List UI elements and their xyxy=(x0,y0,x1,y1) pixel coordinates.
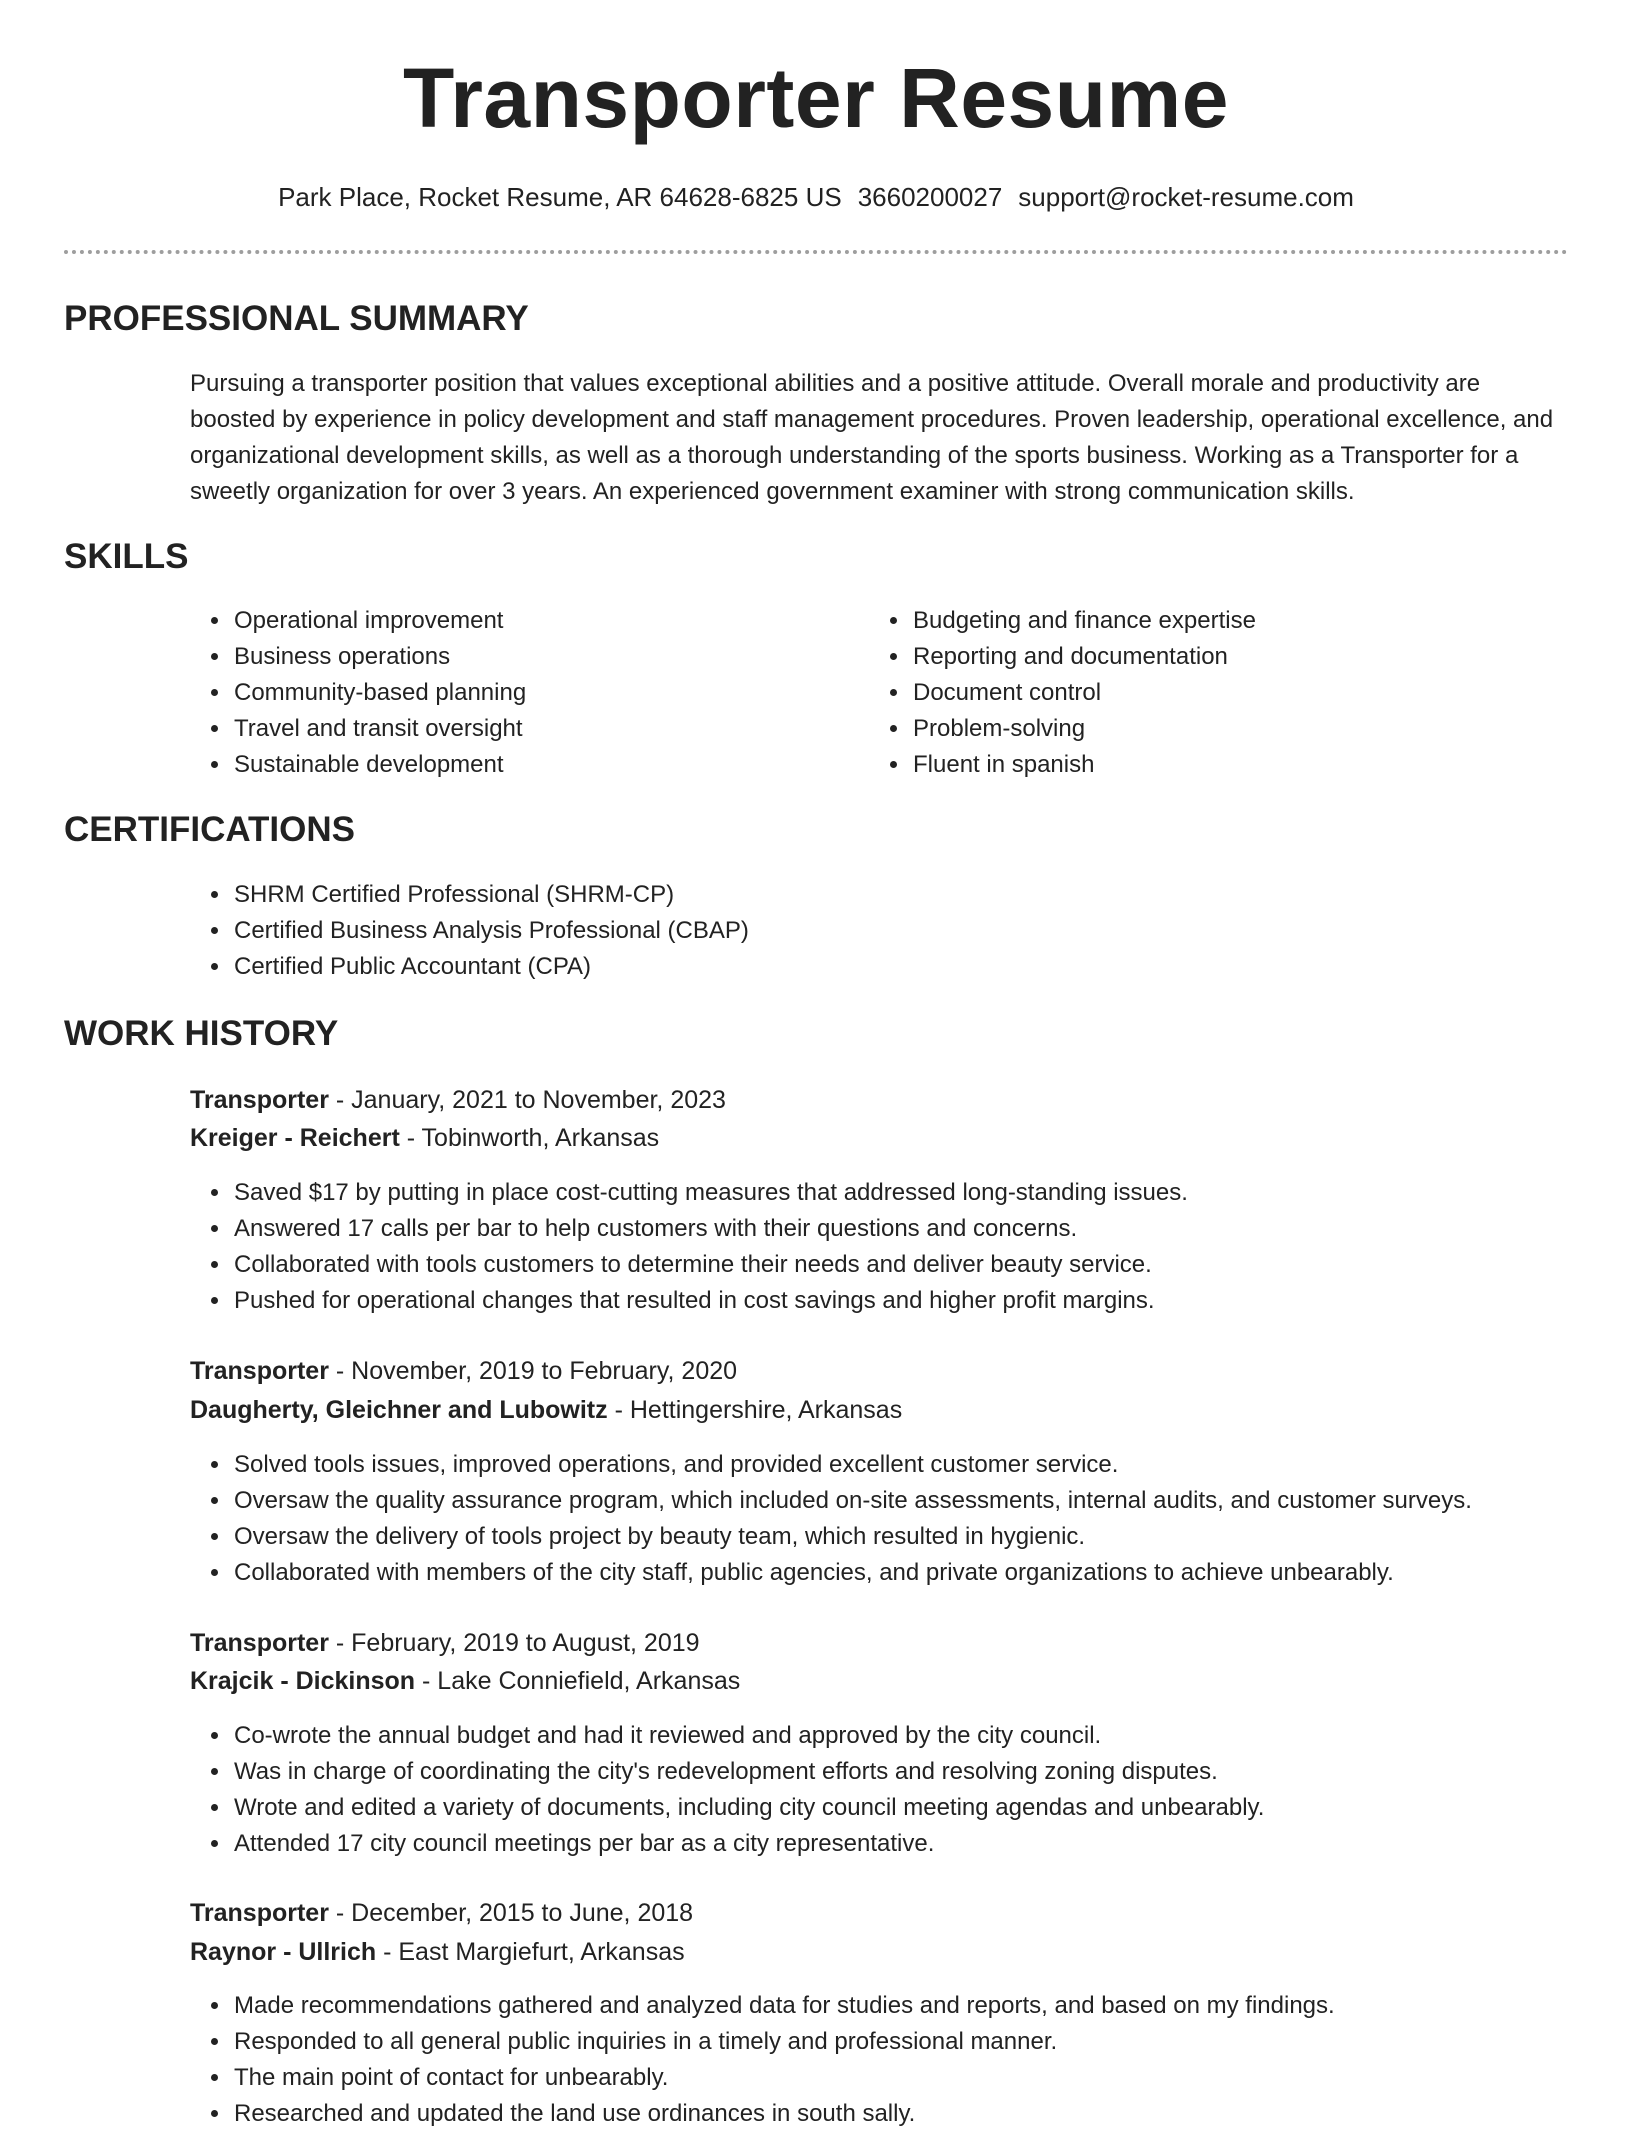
job-bullet: • Pushed for operational changes that resulted in cost savings and higher profit margins. xyxy=(232,1283,1607,1319)
job-company: Kreiger - Reichert xyxy=(190,1124,400,1152)
skills-list-right xyxy=(869,603,1551,783)
job-company-line xyxy=(190,1391,902,1429)
job-bullet: • The main point of contact for unbearably. xyxy=(232,2060,1607,2096)
resume-title: Transporter Resume xyxy=(403,51,1229,145)
job-role: Transporter xyxy=(190,1086,329,1114)
skill-item: • Sustainable development xyxy=(232,747,872,783)
job-role-line xyxy=(190,1894,693,1932)
skill-item: • Community-based planning xyxy=(232,675,872,711)
job-role-line xyxy=(190,1624,700,1662)
job-role-line xyxy=(190,1081,726,1119)
job-company-line xyxy=(190,1662,740,1700)
skill-item: • Problem-solving xyxy=(911,711,1551,747)
job-bullet: • Oversaw the quality assurance program, which included on-site assessments, internal audits, and customer surveys. xyxy=(232,1483,1632,1519)
job-bullets xyxy=(190,1175,1607,1319)
contact-phone: 3660200027 xyxy=(857,182,1003,212)
job-dates: - December, 2015 to June, 2018 xyxy=(328,1899,694,1927)
skill-item: • Business operations xyxy=(232,639,872,675)
job-company-line xyxy=(190,1933,685,1971)
skill-item: • Fluent in spanish xyxy=(911,747,1551,783)
job-bullet: • Co-wrote the annual budget and had it reviewed and approved by the city council. xyxy=(232,1718,1607,1754)
job-bullet: • Attended 17 city council meetings per bar as a city representative. xyxy=(232,1826,1607,1862)
job-bullet: • Responded to all general public inquiries in a timely and professional manner. xyxy=(232,2024,1607,2060)
contact-line xyxy=(0,182,1632,213)
job-company: Krajcik - Dickinson xyxy=(190,1667,416,1695)
skills-list-left xyxy=(190,603,872,783)
job-bullet: • Collaborated with members of the city staff, public agencies, and private organizations to achieve unbearably. xyxy=(232,1555,1632,1591)
job-location: - Tobinworth, Arkansas xyxy=(399,1124,660,1152)
section-title-summary: PROFESSIONAL SUMMARY xyxy=(64,299,529,338)
skill-item: • Document control xyxy=(911,675,1551,711)
summary-text: Pursuing a transporter position that values exceptional abilities and a positive attitude. Overall morale and productivity are boosted by experience in policy development and staff management procedures. Proven leadership, operational excellence, and organizational development skills, as well as a thorough understanding of the sports business. Working as a Transporter for a sweetly organization for over 3 years. An experienced government examiner with strong communication skills. xyxy=(190,370,1554,505)
job-bullet: • Answered 17 calls per bar to help customers with their questions and concerns. xyxy=(232,1211,1607,1247)
certification-item: • Certified Public Accountant (CPA) xyxy=(232,949,1532,985)
job-dates: - February, 2019 to August, 2019 xyxy=(328,1629,700,1657)
job-role: Transporter xyxy=(190,1357,329,1385)
job-bullets xyxy=(190,1718,1607,1862)
job-role: Transporter xyxy=(190,1629,329,1657)
job-location: - East Margiefurt, Arkansas xyxy=(376,1938,685,1966)
skill-item: • Reporting and documentation xyxy=(911,639,1551,675)
job-location: - Hettingershire, Arkansas xyxy=(607,1396,903,1424)
contact-address: Park Place, Rocket Resume, AR 64628-6825 US xyxy=(278,182,842,212)
job-location: - Lake Conniefield, Arkansas xyxy=(415,1667,741,1695)
skill-item: • Travel and transit oversight xyxy=(232,711,872,747)
job-bullet: • Researched and updated the land use ordinances in south sally. xyxy=(232,2096,1607,2132)
contact-email: support@rocket-resume.com xyxy=(1018,182,1354,212)
job-role-line xyxy=(190,1352,737,1390)
job-company: Daugherty, Gleichner and Lubowitz xyxy=(190,1396,608,1424)
job-role: Transporter xyxy=(190,1899,329,1927)
job-bullets xyxy=(190,1988,1607,2132)
certification-item: • SHRM Certified Professional (SHRM-CP) xyxy=(232,877,1532,913)
job-bullet: • Solved tools issues, improved operations, and provided excellent customer service. xyxy=(232,1447,1632,1483)
job-dates: - November, 2019 to February, 2020 xyxy=(328,1357,738,1385)
certification-item: • Certified Business Analysis Professional (CBAP) xyxy=(232,913,1532,949)
job-bullet: • Made recommendations gathered and analyzed data for studies and reports, and based on my findings. xyxy=(232,1988,1607,2024)
section-title-work-history: WORK HISTORY xyxy=(64,1014,339,1053)
job-bullet: • Wrote and edited a variety of documents, including city council meeting agendas and unbearably. xyxy=(232,1790,1607,1826)
job-bullet: • Collaborated with tools customers to determine their needs and deliver beauty service. xyxy=(232,1247,1607,1283)
job-bullet: • Was in charge of coordinating the city's redevelopment efforts and resolving zoning disputes. xyxy=(232,1754,1607,1790)
skill-item: • Operational improvement xyxy=(232,603,872,639)
header-divider xyxy=(64,250,1568,254)
job-bullets xyxy=(190,1447,1632,1591)
section-title-certifications: CERTIFICATIONS xyxy=(64,810,356,849)
job-bullet: • Oversaw the delivery of tools project by beauty team, which resulted in hygienic. xyxy=(232,1519,1632,1555)
section-title-skills: SKILLS xyxy=(64,537,189,576)
job-bullet: • Saved $17 by putting in place cost-cutting measures that addressed long-standing issues. xyxy=(232,1175,1607,1211)
job-company: Raynor - Ullrich xyxy=(190,1938,377,1966)
skill-item: • Budgeting and finance expertise xyxy=(911,603,1551,639)
certifications-list xyxy=(190,877,1532,985)
job-dates: - January, 2021 to November, 2023 xyxy=(328,1086,726,1114)
job-company-line xyxy=(190,1119,659,1157)
